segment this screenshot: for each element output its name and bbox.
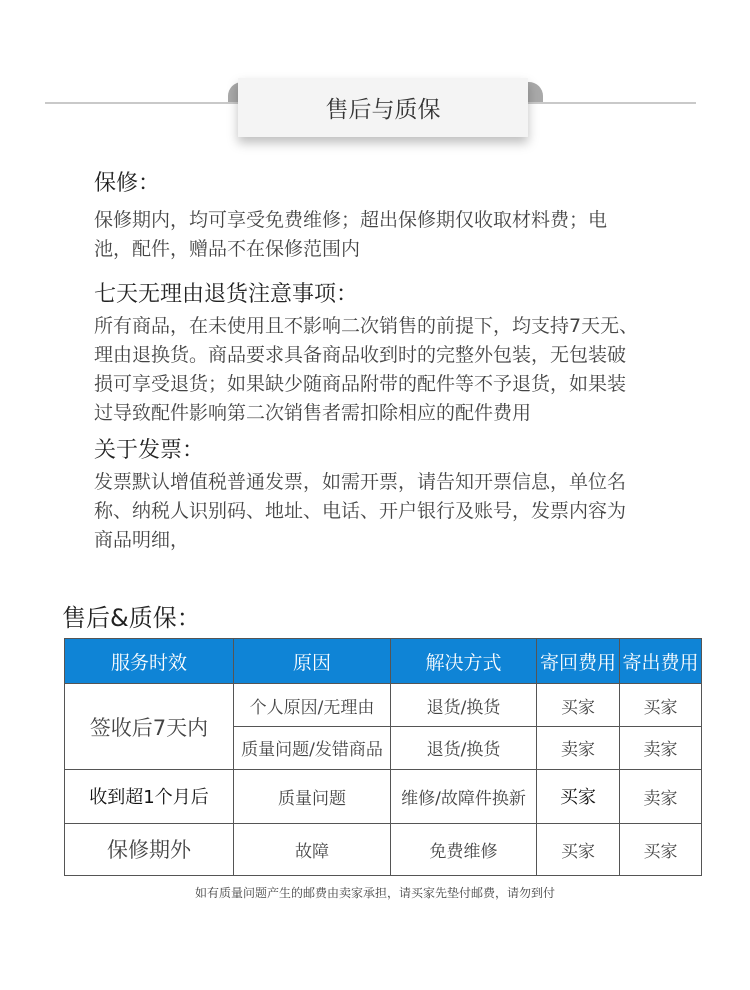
header-divider-left <box>45 102 240 104</box>
table-row <box>65 770 702 823</box>
reason-cell: 质量问题 <box>234 770 391 823</box>
returns-line: 所有商品，在未使用且不影响二次销售的前提下，均支持7天无、 <box>94 315 639 337</box>
return-fee-cell: 卖家 <box>537 726 620 769</box>
returns-line: 过导致配件影响第二次销售者需扣除相应的配件费用 <box>94 402 532 424</box>
service-period-cell: 保修期外 <box>65 823 234 875</box>
returns-line: 理由退换货。商品要求具备商品收到时的完整外包装，无包装破 <box>94 344 627 366</box>
table-row <box>65 684 702 726</box>
warranty-title: 保修： <box>94 171 161 196</box>
service-period-cell: 收到超1个月后 <box>65 770 234 823</box>
solution-cell: 退货/换货 <box>391 726 537 769</box>
return-fee-cell: 买家 <box>537 770 620 823</box>
solution-cell: 退货/换货 <box>391 684 537 726</box>
shipping-note: 如有质量问题产生的邮费由卖家承担，请买家先垫付邮费，请勿到付 <box>194 886 555 900</box>
returns-line: 损可享受退货；如果缺少随商品附带的配件等不予退货，如果装 <box>94 373 627 395</box>
warranty-section <box>94 170 674 264</box>
header-divider-right <box>528 102 696 104</box>
service-period-cell: 签收后7天内 <box>65 684 234 770</box>
column-header: 解决方式 <box>391 639 537 684</box>
header-tab-corner-right <box>527 82 543 102</box>
reason-cell: 个人原因/无理由 <box>234 684 391 726</box>
column-header: 寄回费用 <box>537 639 620 684</box>
invoice-line: 发票默认增值税普通发票，如需开票，请告知开票信息，单位名 <box>94 471 627 493</box>
invoice-section <box>94 437 674 555</box>
column-header: 原因 <box>234 639 391 684</box>
returns-title: 七天无理由退货注意事项： <box>94 282 359 307</box>
table-header-row <box>65 639 702 684</box>
after-sales-title: 售后&质保： <box>62 604 201 632</box>
send-fee-cell: 买家 <box>620 684 702 726</box>
send-fee-cell: 卖家 <box>620 770 702 823</box>
warranty-line: 保修期内，均可享受免费维修；超出保修期仅收取材料费；电 <box>94 209 608 231</box>
warranty-line: 池，配件，赠品不在保修范围内 <box>94 238 361 260</box>
reason-cell: 质量问题/发错商品 <box>234 726 391 769</box>
after-sales-table <box>64 638 702 876</box>
table-row <box>65 823 702 875</box>
column-header: 服务时效 <box>65 639 234 684</box>
column-header: 寄出费用 <box>620 639 702 684</box>
returns-section <box>94 281 674 428</box>
send-fee-cell: 卖家 <box>620 726 702 769</box>
reason-cell: 故障 <box>234 823 391 875</box>
solution-cell: 维修/故障件换新 <box>391 770 537 823</box>
solution-cell: 免费维修 <box>391 823 537 875</box>
invoice-title: 关于发票： <box>94 438 205 463</box>
page-title: 售后与质保 <box>238 78 528 137</box>
return-fee-cell: 买家 <box>537 823 620 875</box>
invoice-line: 称、纳税人识别码、地址、电话、开户银行及账号，发票内容为 <box>94 500 627 522</box>
send-fee-cell: 买家 <box>620 823 702 875</box>
return-fee-cell: 买家 <box>537 684 620 726</box>
invoice-line: 商品明细， <box>94 529 190 551</box>
